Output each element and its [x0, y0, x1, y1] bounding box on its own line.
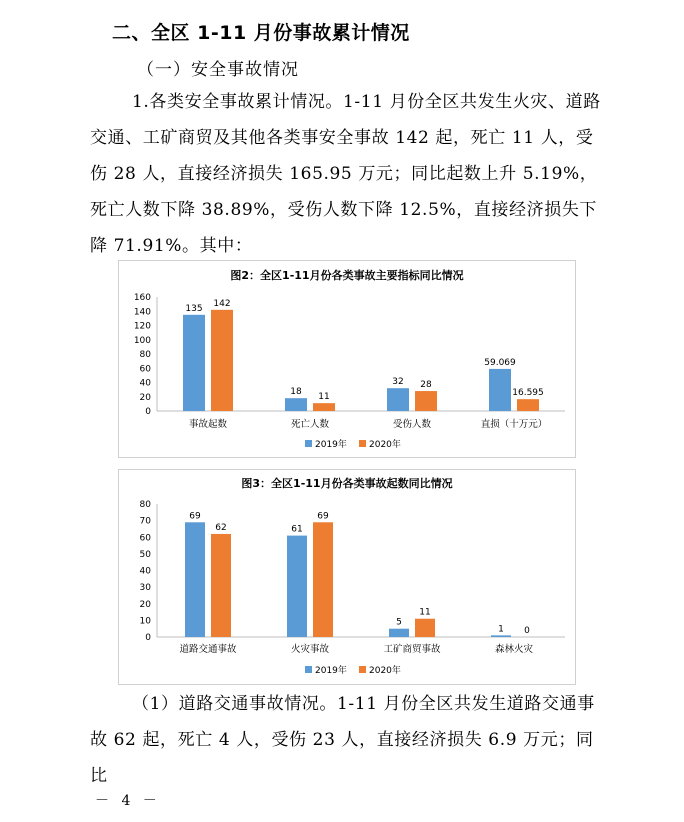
bar-2019年-3	[489, 369, 511, 411]
data-label: 1	[498, 624, 504, 635]
y-tick-label: 40	[139, 566, 151, 577]
data-label: 59.069	[484, 357, 516, 368]
chart-title: 图3：全区1-11月份各类事故起数同比情况	[241, 477, 453, 490]
data-label: 69	[317, 511, 329, 522]
data-label: 142	[213, 298, 231, 309]
bar-2019年-1	[285, 398, 307, 411]
data-label: 62	[215, 522, 227, 533]
y-tick-label: 80	[139, 350, 151, 360]
data-label: 16.595	[512, 388, 544, 399]
data-label: 61	[291, 524, 303, 535]
y-tick-label: 50	[139, 549, 151, 560]
y-tick-label: 160	[133, 293, 151, 303]
chart-figure-3	[118, 469, 576, 685]
bar-2020年-1	[313, 403, 335, 411]
y-tick-label: 140	[133, 307, 151, 318]
x-category-label: 火灾事故	[290, 644, 330, 655]
bar-2019年-0	[185, 522, 205, 637]
legend-label: 2020年	[369, 666, 401, 676]
x-category-label: 受伤人数	[392, 419, 432, 430]
section-heading: 二、全区 1-11 月份事故累计情况	[112, 22, 410, 44]
legend-label: 2020年	[369, 440, 401, 450]
data-label: 18	[290, 387, 302, 398]
legend-label: 2019年	[315, 666, 347, 676]
data-label: 32	[392, 377, 404, 388]
page-number: － 4 －	[95, 793, 161, 809]
data-label: 0	[524, 626, 530, 636]
y-tick-label: 0	[145, 407, 151, 417]
y-tick-label: 100	[133, 335, 151, 346]
x-category-label: 直损（十万元）	[480, 419, 548, 430]
bar-2020年-2	[415, 391, 437, 411]
bar-2020年-0	[211, 310, 233, 411]
y-tick-label: 20	[139, 599, 151, 610]
y-tick-label: 20	[139, 392, 151, 403]
data-label: 11	[419, 607, 431, 618]
bar-2020年-3	[517, 399, 539, 411]
legend-swatch	[305, 440, 312, 447]
y-tick-label: 40	[139, 378, 151, 389]
chart-title: 图2：全区1-11月份各类事故主要指标同比情况	[230, 269, 464, 282]
chart-figure-2	[118, 260, 576, 458]
y-tick-label: 30	[139, 583, 151, 594]
data-label: 69	[189, 511, 201, 522]
x-category-label: 道路交通事故	[179, 644, 237, 655]
y-tick-label: 120	[133, 321, 151, 332]
bar-2019年-2	[387, 388, 409, 411]
legend-swatch	[359, 666, 366, 673]
y-tick-label: 70	[139, 516, 151, 527]
bar-2020年-0	[211, 534, 231, 637]
legend-label: 2019年	[315, 440, 347, 450]
paragraph-accident-summary: 1.各类安全事故累计情况。1-11 月份全区共发生火灾、道路交通、工矿商贸及其他各类事安全事故 142 起，死亡 11 人，受伤 28 人，直接经济损失 165.95 万元；同比起数上升 5.19%，死亡人数下降 38.89%，受伤人数下降 12.5%，直接经济损失下降 71.91%。其中：	[90, 92, 601, 256]
data-label: 11	[318, 392, 330, 403]
y-tick-label: 60	[139, 533, 151, 544]
y-tick-label: 10	[139, 616, 151, 627]
bar-2019年-1	[287, 536, 307, 637]
x-category-label: 工矿商贸事故	[383, 644, 441, 655]
legend-swatch	[305, 666, 312, 673]
bar-2020年-1	[313, 522, 333, 637]
x-category-label: 事故起数	[188, 419, 228, 430]
bar-2019年-3	[491, 635, 511, 637]
bar-2020年-2	[415, 619, 435, 637]
x-category-label: 森林火灾	[494, 644, 534, 655]
y-tick-label: 0	[145, 633, 151, 643]
legend-swatch	[359, 440, 366, 447]
chart-2-svg	[119, 261, 575, 457]
bar-2019年-2	[389, 629, 409, 637]
chart-3-svg	[119, 470, 575, 684]
data-label: 28	[420, 380, 432, 391]
data-label: 135	[185, 303, 203, 314]
subsection-heading: （一）安全事故情况	[137, 60, 299, 80]
data-label: 5	[396, 617, 402, 628]
x-category-label: 死亡人数	[290, 419, 330, 430]
paragraph-road-traffic: （1）道路交通事故情况。1-11 月份全区共发生道路交通事故 62 起，死亡 4 人，受伤 23 人，直接经济损失 6.9 万元；同比	[90, 694, 595, 786]
y-tick-label: 60	[139, 364, 151, 375]
bar-2019年-0	[183, 315, 205, 411]
y-tick-label: 80	[139, 500, 151, 510]
